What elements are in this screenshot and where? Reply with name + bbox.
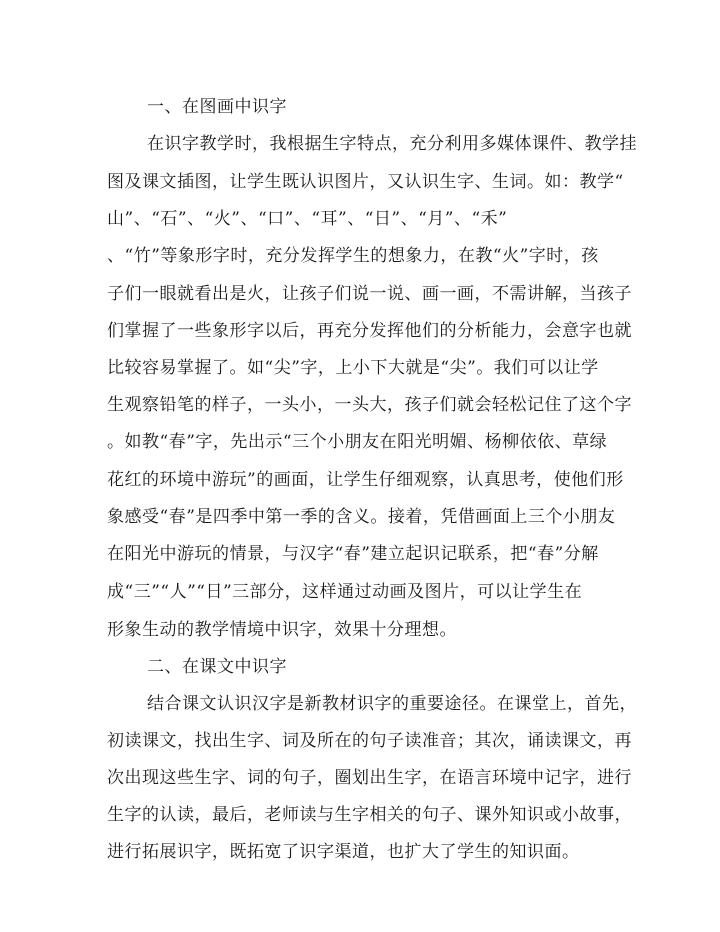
paragraph-line: 生观察铅笔的样子，一头小，一头大，孩子们就会轻松记住了这个字 <box>107 395 632 415</box>
paragraph-line: 次出现这些生字、词的句子，圈划出生字，在语言环境中记字，进行 <box>107 768 632 788</box>
paragraph-line: 成“三”“人”“日”三部分，这样通过动画及图片，可以让学生在 <box>107 582 583 602</box>
paragraph-line: 结合课文认识汉字是新教材识字的重要途径。在课堂上，首先， <box>147 694 637 714</box>
paragraph-line: 花红的环境中游玩”的画面，让学生仔细观察，认真思考，使他们形 <box>107 470 624 490</box>
paragraph-line: 子们一眼就看出是火，让孩子们说一说、画一画，不需讲解，当孩子 <box>107 284 632 304</box>
paragraph-line: 初读课文，找出生字、词及所在的句子读准音；其次，诵读课文，再 <box>107 731 632 751</box>
paragraph-line: 进行拓展识字，既拓宽了识字渠道，也扩大了学生的知识面。 <box>107 842 580 862</box>
paragraph-line: 在识字教学时，我根据生字特点，充分利用多媒体课件、教学挂 <box>147 134 637 154</box>
paragraph-line: 。如教“春”字，先出示“三个小朋友在阳光明媚、杨柳依依、草绿 <box>107 432 608 452</box>
paragraph-line: 图及课文插图，让学生既认识图片，又认识生字、生词。如：教学“ <box>107 172 624 192</box>
paragraph-line: 在阳光中游玩的情景，与汉字“春”建立起识记联系，把“春”分解 <box>107 544 599 564</box>
paragraph-line: 生字的认读，最后，老师读与生字相关的句子、课外知识或小故事， <box>107 805 632 825</box>
paragraph-line: 们掌握了一些象形字以后，再充分发挥他们的分析能力，会意字也就 <box>107 321 632 341</box>
paragraph-line: 山”、“石”、“火”、“口”、“耳”、“日”、“月”、“禾” <box>107 209 508 229</box>
section-heading-2: 二、在课文中识字 <box>147 657 287 677</box>
paragraph-line: 象感受“春”是四季中第一季的含义。接着，凭借画面上三个小朋友 <box>107 507 616 527</box>
paragraph-line: 形象生动的教学情境中识字，效果十分理想。 <box>107 620 457 640</box>
section-heading-1: 一、在图画中识字 <box>147 97 287 117</box>
paragraph-line: 、“竹”等象形字时，充分发挥学生的想象力，在教“火”字时，孩 <box>107 246 599 266</box>
paragraph-line: 比较容易掌握了。如“尖”字，上小下大就是“尖”。我们可以让学 <box>107 358 599 378</box>
